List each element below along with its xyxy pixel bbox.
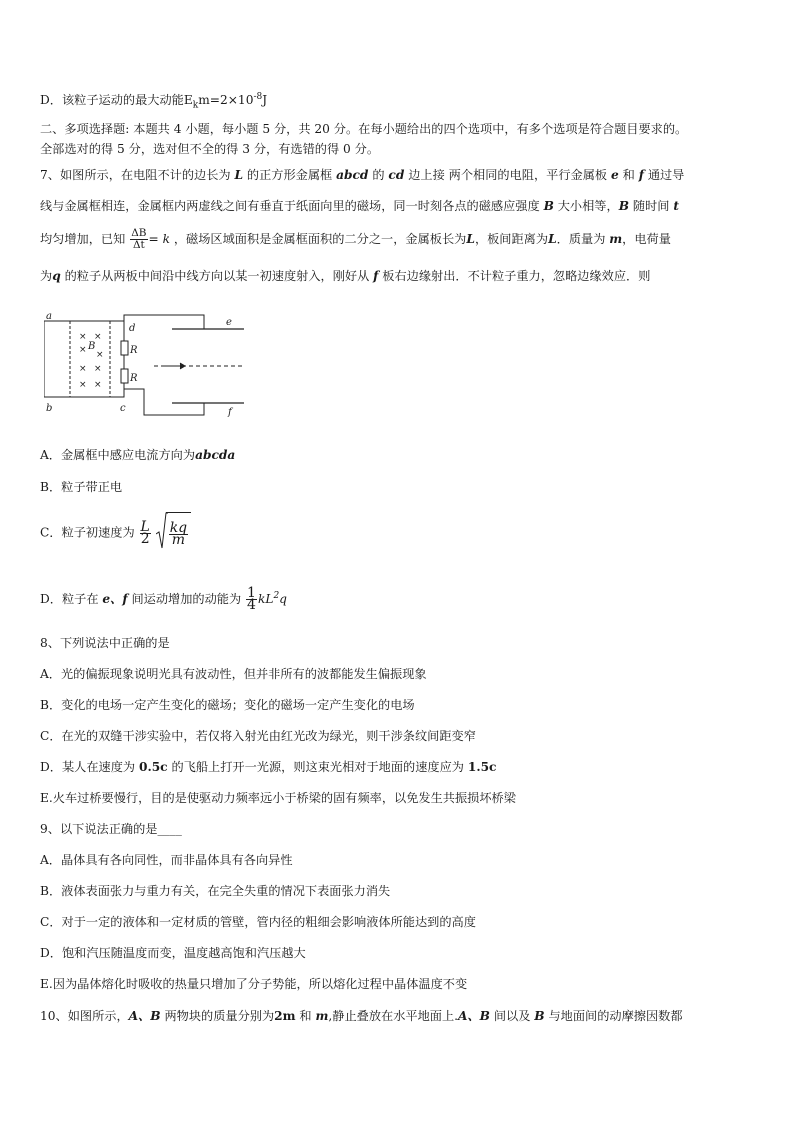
q7-option-c: C．粒子初速度为 $\frac{L}{2}$ $\frac{kq}{m}$ xyxy=(40,512,191,554)
q9-option-a: A．晶体具有各向同性，而非晶体具有各向异性 xyxy=(40,853,293,867)
svg-text:×: × xyxy=(96,350,104,360)
label-e: e xyxy=(226,317,232,328)
q8-option-e: E.火车过桥要慢行，目的是使驱动力频率远小于桥梁的固有频率，以免发生共振损坏桥梁 xyxy=(40,791,516,805)
label-d: d xyxy=(129,323,136,334)
q7-line-1: 7、如图所示，在电阻不计的边长为 L 的正方形金属框 abcd 的 cd 边上接 两个相同的电阻，平行金属板 e 和 f 通过导 xyxy=(40,168,685,182)
resistor-1 xyxy=(121,341,128,355)
svg-text:×: × xyxy=(79,345,87,355)
q7-option-d: D．粒子在 e、f 间运动增加的动能为 $\frac{1}{4}$ $kL^2q$ xyxy=(40,585,287,614)
resistor-2 xyxy=(121,369,128,383)
label-R1: R xyxy=(130,345,138,356)
q9-option-d: D．饱和汽压随温度而变，温度越高饱和汽压越大 xyxy=(40,946,306,960)
q7-line-4: 为q 的粒子从两板中间沿中线方向以某一初速度射入，刚好从 f 板右边缘射出．不计粒子重力，忽略边缘效应．则 xyxy=(40,269,651,283)
q9-option-e: E.因为晶体熔化时吸收的热量只增加了分子势能，所以熔化过程中晶体温度不变 xyxy=(40,977,468,991)
q9-option-b: B．液体表面张力与重力有关，在完全失重的情况下表面张力消失 xyxy=(40,884,391,898)
label-R2: R xyxy=(130,373,138,384)
q8-stem: 8、下列说法中正确的是 xyxy=(40,636,170,650)
svg-text:×: × xyxy=(79,332,87,342)
q7-line-2: 线与金属框相连，金属框内两虚线之间有垂直于纸面向里的磁场，同一时刻各点的磁感应强度 B 大小相等，B 随时间 t xyxy=(40,199,679,213)
label-B: B xyxy=(88,341,96,352)
circuit-diagram xyxy=(44,309,254,421)
q9-stem: 9、以下说法正确的是____ xyxy=(40,822,182,836)
q7-line-3: 均匀增加，已知 $\frac{\Delta B}{\Delta t}$ = k ，磁场区域面积是金属框面积的二分之一，金属板长为L，板间距离为L．质量为 m，电荷量 xyxy=(40,227,671,251)
label-c: c xyxy=(120,403,126,414)
q8-option-b: B．变化的电场一定产生变化的磁场；变化的磁场一定产生变化的电场 xyxy=(40,698,415,712)
L-over-2-fraction: $\frac{L}{2}$ xyxy=(140,518,150,547)
dB-dt-fraction: $\frac{\Delta B}{\Delta t}$ xyxy=(131,227,147,251)
quarter-fraction: $\frac{1}{4}$ xyxy=(247,585,256,614)
prev-option-d: D．该粒子运动的最大动能$E_km=2\times 10^{-8}J$ xyxy=(40,92,268,111)
svg-text:×: × xyxy=(94,332,102,342)
svg-text:×: × xyxy=(79,364,87,374)
q8-option-c: C．在光的双缝干涉实验中，若仅将入射光由红光改为绿光，则干涉条纹间距变窄 xyxy=(40,729,476,743)
wire-to-plate-e xyxy=(124,315,204,323)
label-f: f xyxy=(228,407,232,418)
sqrt-kq-over-m: $\frac{kq}{m}$ xyxy=(156,512,191,554)
q9-option-c: C．对于一定的液体和一定材质的管壁，管内径的粗细会影响液体所能达到的高度 xyxy=(40,915,476,929)
label-a: a xyxy=(46,311,52,322)
q7-option-b: B．粒子带正电 xyxy=(40,480,123,494)
q8-option-d: D．某人在速度为 0.5c 的飞船上打开一光源，则这束光相对于地面的速度应为 1.5c xyxy=(40,760,497,774)
section2-heading-cont: 全部选对的得 5 分，选对但不全的得 3 分，有选错的得 0 分。 xyxy=(40,142,380,156)
svg-text:×: × xyxy=(94,364,102,374)
q10-stem: 10、如图所示，A、B 两物块的质量分别为2m 和 m,静止叠放在水平地面上.A、B 间以及 B 与地面间的动摩擦因数都 xyxy=(40,1009,683,1023)
q8-option-a: A．光的偏振现象说明光具有波动性，但并非所有的波都能发生偏振现象 xyxy=(40,667,427,681)
section2-heading: 二、多项选择题: 本题共 4 小题，每小题 5 分，共 20 分。在每小题给出的四个选项中，有多个选项是符合题目要求的。 xyxy=(40,122,688,136)
q7-option-a: A．金属框中感应电流方向为abcda xyxy=(40,448,236,462)
velocity-arrow xyxy=(180,363,185,369)
svg-text:×: × xyxy=(79,380,87,390)
svg-text:×: × xyxy=(94,380,102,390)
wire-to-plate-f xyxy=(124,389,204,415)
label-b: b xyxy=(46,403,53,414)
